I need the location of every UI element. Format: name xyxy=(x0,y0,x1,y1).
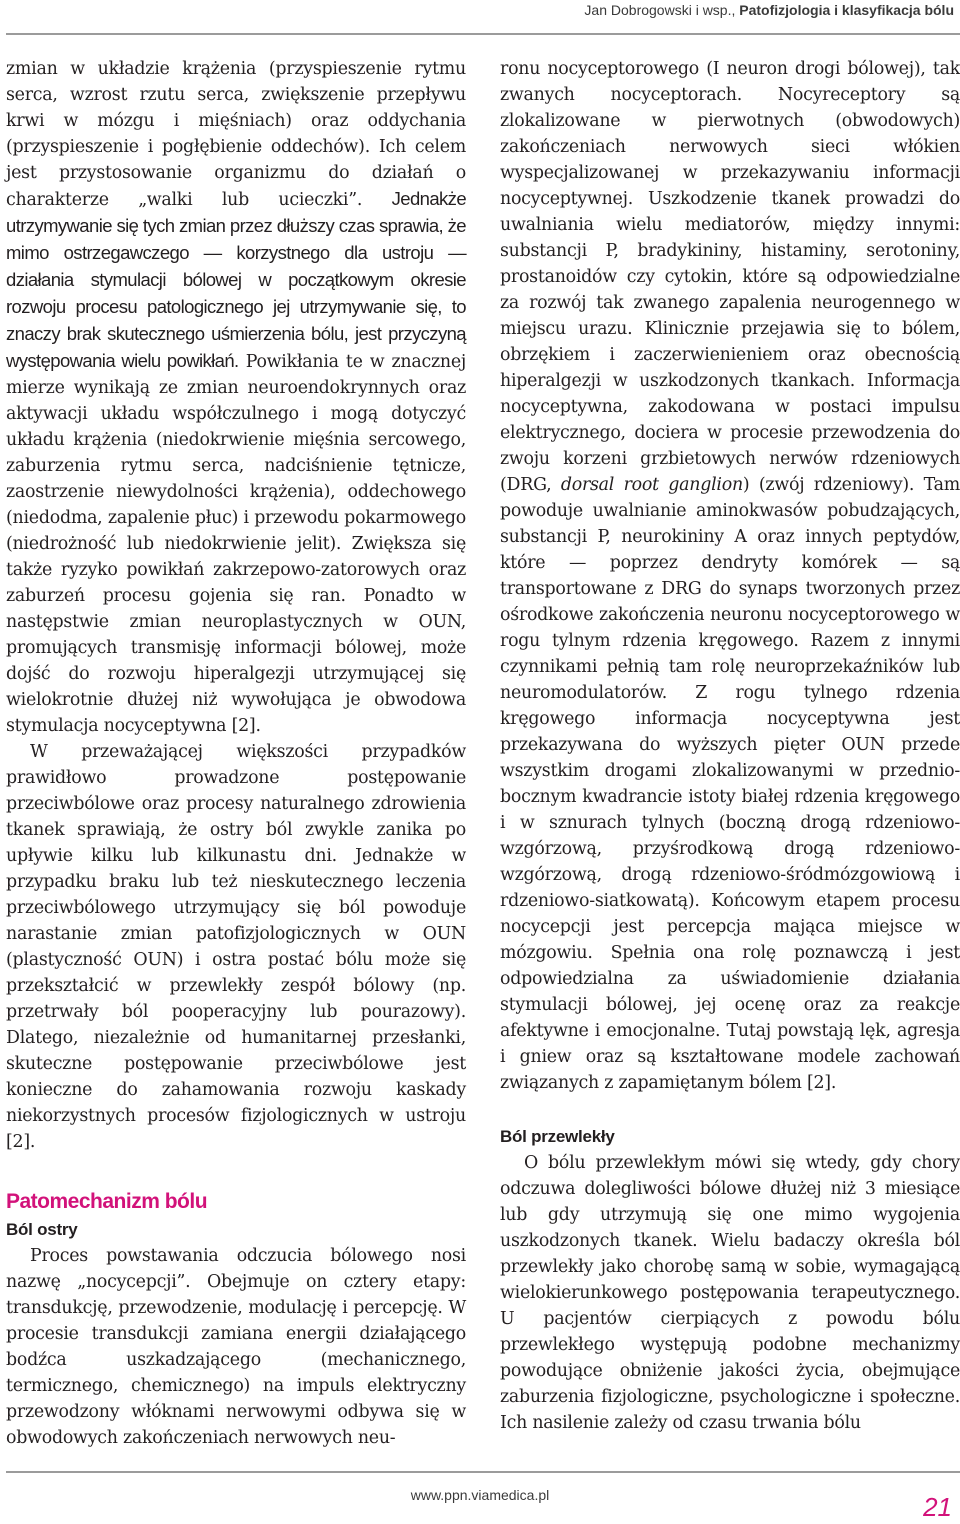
subheading: Ból przewlekły xyxy=(500,1127,615,1146)
paragraph-text: ) (zwój rdzeniowy). Tam powoduje uwalnianie aminokwasów pobudzających, substancji P, neurokininy A oraz innych peptydów, które — poprzez dendryty komórek — są transportowane z DRG do synaps tworzonych przez ośrodkowe zakończenia neuronu nocyceptorowego w rogu tylnym rdzenia kręgowego. Razem z innymi czynnikami pełnią tam rolę neuroprzekaźników lub neuromodulatorów. Z rogu tylnego rdzenia kręgowego informacja nocyceptywna jest przekazywana do wyższych pięter OUN przede wszystkim drogami zlokalizowanymi w przednio-bocznym kwadrancie istoty białej rdzenia kręgowego i w sznurach tylnych (boczną drogą rdzeniowo-wzgórzową, przyśrodkową drogą rdzeniowo-wzgórzową, drogą rdzeniowo-śródmózgowiową i rdzeniowo-siatkowatą). Końcowym etapem procesu nocycepcji jest percepcja mająca miejsce w mózgowiu. Spełnia ona rolę poznawczą i jest odpowiedzialna za uświadomienie działania stymulacji bólowej, jej ocenę oraz za reakcje afektywne i emocjonalne. Tutaj powstają lęk, agresja i gniew oraz są kształtowane modele zachowań związanych z zapamiętanym bólem [2]. xyxy=(500,475,960,1093)
section-heading: Patomechanizm bólu xyxy=(6,1190,208,1213)
header-rule xyxy=(6,33,960,35)
paragraph-text: Powikłania te w znacznej mierze wynikają ze zmian neuroendokrynnych oraz aktywacji układu współczulnego i mogą dotyczyć układu krążenia (niedokrwienie mięśnia sercowego, zaburzenia rytmu serca, nadciśnienie tętnicze, zaostrzenie niewydolności krążenia), oddechowego (niedodma, zapalenie płuc) i przewodu pokarmowego (niedrożność lub niedokrwienie jelit). Zwiększa się także ryzyko powikłań zakrzepowo-zatorowych oraz zaburzeń procesu gojenia się ran. Ponadto w następstwie zmian neuroplastycznych w OUN, promujących transmisję informacji bólowej, może dojść do rozwoju hiperalgezji utrzymującej się wielokrotnie dłużej niż wywołująca je obwodowa stymulacja nocyceptywna [2]. xyxy=(6,352,467,736)
paragraph-text: ronu nocyceptorowego (I neuron drogi bólowej), tak zwanych nocyceptorach. Nocyreceptory są zlokalizowane w pierwotnych (obwodowych) zakończeniach nerwowych sieci włókien wyspecjalizowanej w przekazywaniu informacji nocyceptywnej. Uszkodzenie tkanek prowadzi do uwalniania wielu mediatorów, między innymi: substancji P, bradykininy, histaminy, serotoniny, prostanoidów czy cytokin, które są odpowiedzialne za rozwój tak zwanego zapalenia neurogennego w miejscu urazu. Klinicznie przejawia się to bólem, obrzękiem i zaczerwienieniem oraz obecnością hiperalgezji w uszkodzonych tkankach. Informacja nocyceptywna, zakodowana w postaci impulsu elektrycznego, dociera w procesie przewodzenia do zwoju korzeni grzbietowych nerwów rdzeniowych (DRG, xyxy=(500,59,960,495)
footer-url: www.ppn.viamedica.pl xyxy=(410,1487,550,1503)
paragraph xyxy=(500,56,960,1096)
footer-rule xyxy=(6,1471,960,1473)
subheading: Ból ostry xyxy=(6,1220,78,1239)
running-head-topic: Patofizjologia i klasyfikacja bólu xyxy=(739,2,954,18)
paragraph: W przeważającej większości przypadków prawidłowo prowadzone postępowanie przeciwbólowe oraz procesy naturalnego zdrowienia tkanek sprawiają, że ostry ból zwykle zanika po upływie kilku lub kilkunastu dni. Jednakże w przypadku braku lub też nieskutecznego leczenia przeciwbólowego utrzymujący się ból powoduje narastanie zmian patofizjologicznych w OUN (plastyczność OUN) i ostra postać bólu może się przekształcić w przewlekły zespół bólowy (np. przetrwały ból pooperacyjny lub pourazowy). Dlatego, niezależnie od humanitarnej przesłanki, skuteczne postępowanie przeciwbólowe jest konieczne do zahamowania rozwoju kaskady niekorzystnych procesów fizjologicznych w ustroju [2]. xyxy=(6,742,466,1152)
paragraph-text: Jednakże utrzymywanie się tych zmian przez dłuższy czas sprawia, że mimo ostrzegawczego — korzystnego dla ustroju — działania stymulacji bólowej w początkowym okresie rozwoju procesu patologicznego jej utrzymywanie się, to znaczy brak skutecznego uśmierzenia bólu, jest przyczyną występowania wielu powikłań. xyxy=(6,188,467,371)
running-head-authors: Jan Dobrogowski i wsp., xyxy=(584,2,736,18)
page-number: 21 xyxy=(923,1492,952,1522)
paragraph: O bólu przewlekłym mówi się wtedy, gdy chory odczuwa dolegliwości bólowe dłużej niż 3 miesiące lub gdy utrzymują się one mimo wygojenia uszkodzonych tkanek. Wielu badaczy określa ból przewlekły jako chorobę samą w sobie, wymagającą wielokierunkowego postępowania terapeutycznego. U pacjentów cierpiących z powodu bólu przewlekłego występują podobne mechanizmy powodujące obniżenie jakości życia, obejmujące zaburzenia fizjologiczne, psychologiczne i społeczne. Ich nasilenie zależy od czasu trwania bólu xyxy=(500,1153,960,1433)
italic-term: dorsal root ganglion xyxy=(560,475,743,495)
paragraph xyxy=(6,56,466,739)
running-head xyxy=(584,0,954,20)
paragraph-text: zmian w układzie krążenia (przyspieszenie rytmu serca, wzrost rzutu serca, zwiększenie przepływu krwi w mózgu i mięśniach) oraz oddychania (przyspieszenie i pogłębienie oddechów). Ich celem jest przystosowanie organizmu do działań o charakterze „walki lub ucieczki”. xyxy=(6,59,466,210)
paragraph: Proces powstawania odczucia bólowego nosi nazwę „nocycepcji”. Obejmuje on cztery etapy: transdukcję, przewodzenie, modulację i percepcję. W procesie transdukcji zamiana energii działającego bodźca uszkadzającego (mechanicznego, termicznego, chemicznego) na impuls elektryczny przewodzony włóknami nerwowymi odbywa się w obwodowych zakończeniach nerwowych neu- xyxy=(6,1246,466,1448)
right-column xyxy=(500,56,960,1436)
left-column xyxy=(6,56,466,1451)
